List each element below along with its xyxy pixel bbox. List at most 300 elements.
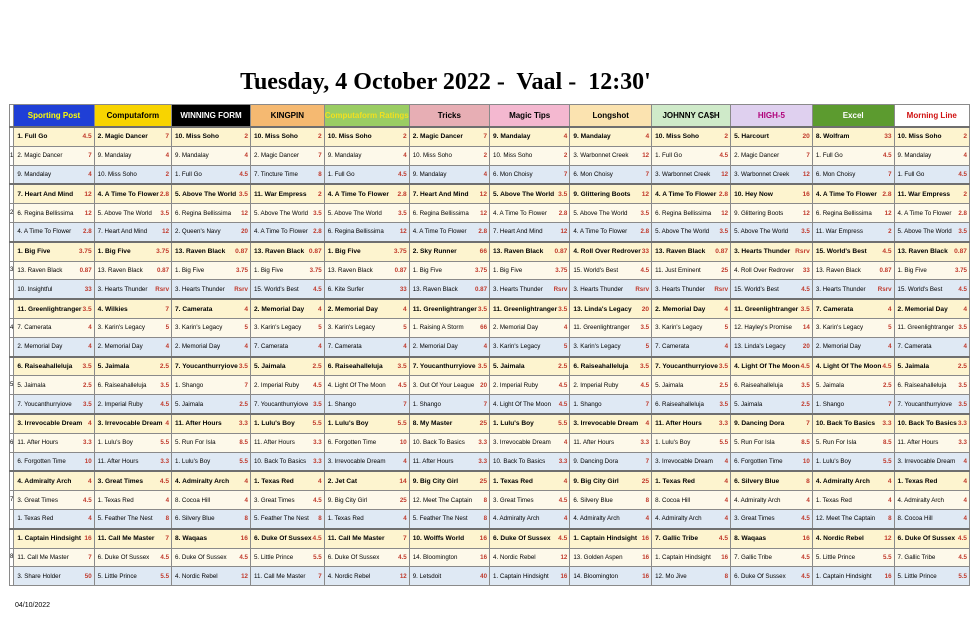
tip-cell bbox=[172, 567, 251, 586]
horse-name: 9. Mandalay bbox=[573, 133, 611, 141]
tip-cell bbox=[731, 146, 813, 165]
odds-value: 8 bbox=[483, 515, 488, 523]
odds-value: 12 bbox=[560, 228, 568, 236]
tip-cell bbox=[250, 165, 324, 184]
tip-cell-content bbox=[410, 382, 489, 389]
odds-value: 4.5 bbox=[640, 266, 650, 274]
tip-cell-content bbox=[652, 324, 730, 331]
tip-cell bbox=[570, 395, 652, 414]
horse-name: 13. Raven Black bbox=[655, 248, 706, 256]
tip-cell-content bbox=[813, 458, 894, 465]
horse-name: 6. Regina Bellissima bbox=[655, 209, 712, 217]
tip-cell bbox=[172, 414, 251, 433]
tip-cell bbox=[894, 127, 969, 146]
horse-name: 7. Camerata bbox=[897, 343, 932, 351]
tip-cell-content bbox=[895, 573, 969, 580]
tip-cell bbox=[172, 548, 251, 567]
odds-value: 2 bbox=[724, 133, 729, 141]
odds-value: 20 bbox=[802, 343, 810, 351]
horse-name: 1. Shango bbox=[412, 400, 441, 408]
odds-value: 4.5 bbox=[800, 362, 810, 370]
tip-cell-content bbox=[325, 248, 409, 255]
odds-value: 4.5 bbox=[640, 381, 650, 389]
horse-name: 8. My Master bbox=[412, 420, 453, 428]
odds-value: 2.8 bbox=[83, 228, 92, 236]
tip-cell-content bbox=[95, 306, 171, 313]
tip-cell bbox=[324, 509, 409, 528]
tip-cell-content bbox=[570, 306, 651, 313]
horse-name: 11. After Hours bbox=[412, 457, 454, 465]
horse-name: 4. Admiralty Arch bbox=[655, 515, 702, 523]
odds-value: 20 bbox=[241, 228, 248, 236]
tip-cell-content bbox=[172, 420, 250, 427]
odds-value: 2.8 bbox=[882, 190, 892, 198]
odds-value: 3.75 bbox=[555, 266, 568, 274]
tip-cell-content bbox=[652, 420, 730, 427]
tip-cell bbox=[652, 299, 731, 318]
horse-name: 8. Waqaas bbox=[175, 535, 208, 543]
tip-cell-content bbox=[14, 535, 93, 542]
horse-name: 1. Full Go bbox=[327, 170, 355, 178]
tip-cell-content bbox=[14, 210, 93, 217]
odds-value: 66 bbox=[479, 248, 488, 256]
odds-value: 4.5 bbox=[718, 535, 729, 543]
odds-value: 25 bbox=[479, 420, 488, 428]
tip-cell-content bbox=[813, 306, 894, 313]
horse-name: 11. After Hours bbox=[897, 439, 939, 447]
tip-cell-content bbox=[813, 515, 894, 522]
horse-name: 1. Full Go bbox=[897, 170, 925, 178]
horse-name: 3. Great Times bbox=[97, 477, 143, 485]
horse-name: 4. Light Of The Moon bbox=[815, 362, 882, 370]
horse-name: 1. Lulu's Boy bbox=[655, 439, 691, 447]
tip-cell-content bbox=[251, 343, 324, 350]
tip-cell-content bbox=[14, 363, 93, 370]
tip-cell-content bbox=[570, 458, 651, 465]
tip-cell-content bbox=[652, 267, 730, 274]
table-row bbox=[10, 280, 970, 299]
odds-value: 4 bbox=[887, 477, 892, 485]
horse-name: 1. Texas Red bbox=[655, 477, 695, 485]
horse-name: 1. Big Five bbox=[412, 266, 442, 274]
tip-cell-content bbox=[14, 401, 93, 408]
odds-value: 2.8 bbox=[478, 228, 488, 236]
horse-name: 3. Irrevocable Dream bbox=[97, 420, 163, 428]
odds-value: Rsrv bbox=[155, 285, 170, 293]
horse-name: 10. Miss Soho bbox=[493, 152, 533, 160]
tip-cell bbox=[94, 299, 171, 318]
tip-cell-content bbox=[95, 573, 171, 580]
tip-cell bbox=[14, 318, 94, 337]
tip-cell-content bbox=[95, 324, 171, 331]
horse-name: 11. Greenlightranger bbox=[573, 324, 630, 332]
tip-cell-content bbox=[95, 497, 171, 504]
horse-name: 7. Youcanthurryiove bbox=[175, 362, 238, 370]
odds-value: 14 bbox=[399, 477, 407, 485]
tip-cell-content bbox=[325, 497, 409, 504]
tip-cell bbox=[894, 184, 969, 203]
odds-value: 3.5 bbox=[477, 305, 488, 313]
tip-cell bbox=[14, 357, 94, 376]
tip-cell bbox=[324, 491, 409, 510]
horse-name: 1. Big Five bbox=[897, 266, 927, 274]
tip-cell-content bbox=[490, 171, 569, 178]
odds-value: 4 bbox=[563, 324, 568, 332]
horse-name: 4. Roll Over Redrover bbox=[734, 266, 794, 274]
tip-cell bbox=[14, 222, 94, 241]
tip-cell bbox=[812, 395, 894, 414]
race-number: 1 bbox=[10, 146, 14, 165]
tip-cell-content bbox=[813, 439, 894, 446]
horse-name: 11. Greenlightranger bbox=[493, 305, 558, 313]
odds-value: 4 bbox=[88, 170, 92, 178]
horse-name: 6. Silvery Blue bbox=[573, 496, 613, 504]
tip-cell-content bbox=[14, 133, 93, 140]
odds-value: 4.5 bbox=[957, 535, 967, 543]
horse-name: 11. After Hours bbox=[573, 439, 615, 447]
tip-cell-content bbox=[325, 228, 409, 235]
odds-value: 3.75 bbox=[235, 266, 248, 274]
odds-value: 2.8 bbox=[159, 190, 170, 198]
horse-name: 9. Dancing Dora bbox=[734, 420, 785, 428]
odds-value: Rsrv bbox=[877, 285, 892, 293]
odds-value: 16 bbox=[641, 535, 650, 543]
tip-cell bbox=[570, 471, 652, 490]
tip-cell-content bbox=[731, 554, 812, 561]
tip-cell-content bbox=[490, 554, 569, 561]
horse-name: 5. Feather The Nest bbox=[97, 515, 153, 523]
tip-cell-content bbox=[731, 478, 812, 485]
tip-cell bbox=[894, 204, 969, 223]
tip-cell bbox=[409, 146, 489, 165]
odds-value: 4 bbox=[724, 515, 729, 523]
odds-value: 12 bbox=[480, 209, 488, 217]
odds-value: 7 bbox=[403, 400, 407, 408]
horse-name: 3. Warbonnet Creek bbox=[655, 170, 711, 178]
tip-cell-content bbox=[652, 228, 730, 235]
tip-cell-content bbox=[652, 248, 730, 255]
horse-name: 3. Irrevocable Dream bbox=[655, 457, 713, 465]
tip-cell bbox=[652, 471, 731, 490]
tip-cell bbox=[172, 395, 251, 414]
horse-name: 8. Cocoa Hill bbox=[897, 515, 933, 523]
horse-name: 3. Irrevocable Dream bbox=[17, 420, 83, 428]
tip-cell-content bbox=[813, 191, 894, 198]
horse-name: 4. A Time To Flower bbox=[327, 190, 389, 198]
tip-cell bbox=[570, 184, 652, 203]
odds-value: 4.5 bbox=[83, 496, 92, 504]
tip-cell-content bbox=[172, 133, 250, 140]
tip-cell bbox=[731, 529, 813, 548]
tip-cell-content bbox=[490, 343, 569, 350]
tip-cell-content bbox=[325, 152, 409, 159]
tips-table bbox=[9, 104, 970, 586]
odds-value: 4 bbox=[963, 343, 967, 351]
horse-name: 11. Greenlightranger bbox=[412, 305, 477, 313]
tip-cell bbox=[409, 318, 489, 337]
tip-cell bbox=[570, 318, 652, 337]
tip-cell bbox=[731, 395, 813, 414]
tip-cell bbox=[324, 165, 409, 184]
tip-cell bbox=[731, 357, 813, 376]
tip-cell bbox=[250, 337, 324, 356]
odds-value: 2.5 bbox=[83, 381, 92, 389]
tip-cell bbox=[250, 452, 324, 471]
tip-cell bbox=[94, 471, 171, 490]
horse-name: 6. Silvery Blue bbox=[734, 477, 780, 485]
odds-value: 10 bbox=[802, 457, 810, 465]
odds-value: 2.8 bbox=[640, 228, 650, 236]
horse-name: 7. Heart And Mind bbox=[97, 228, 148, 236]
horse-name: 11. After Hours bbox=[253, 439, 295, 447]
tip-cell bbox=[490, 318, 570, 337]
horse-name: 9. Mandalay bbox=[17, 170, 52, 178]
tip-cell-content bbox=[731, 535, 812, 542]
horse-name: 1. Big Five bbox=[493, 266, 523, 274]
horse-name: 3. Out Of Your League bbox=[412, 381, 475, 389]
tip-cell bbox=[14, 337, 94, 356]
odds-value: 5 bbox=[318, 324, 322, 332]
horse-name: 1. Captain Hindsight bbox=[493, 572, 549, 580]
horse-name: 9. Letsdoit bbox=[412, 572, 442, 580]
odds-value: 2.5 bbox=[801, 400, 810, 408]
horse-name: 3. Great Times bbox=[253, 496, 295, 504]
odds-value: 4.5 bbox=[801, 285, 810, 293]
odds-value: 16 bbox=[84, 535, 92, 543]
tip-cell bbox=[14, 548, 94, 567]
tip-cell bbox=[652, 337, 731, 356]
horse-name: 11. War Empress bbox=[815, 228, 863, 236]
tip-cell bbox=[94, 280, 171, 299]
odds-value: 20 bbox=[802, 133, 810, 141]
odds-value: 4.5 bbox=[558, 400, 568, 408]
horse-name: 7. Gallic Tribe bbox=[655, 535, 698, 543]
tip-cell-content bbox=[251, 382, 324, 389]
odds-value: 40 bbox=[480, 572, 488, 580]
horse-name: 10. Miss Soho bbox=[897, 133, 942, 141]
odds-value: 5 bbox=[888, 324, 892, 332]
horse-name: 2. Imperial Ruby bbox=[573, 381, 619, 389]
horse-name: 5. Jaimala bbox=[815, 381, 845, 389]
odds-value: 12 bbox=[241, 209, 248, 217]
horse-name: 1. Captain Hindsight bbox=[17, 535, 82, 543]
odds-value: 4.5 bbox=[398, 381, 407, 389]
odds-value: 5.5 bbox=[313, 553, 322, 561]
tip-cell-content bbox=[652, 133, 730, 140]
odds-value: 16 bbox=[642, 553, 650, 561]
tip-cell bbox=[250, 242, 324, 261]
horse-name: 2. Sky Runner bbox=[412, 248, 457, 256]
tip-cell-content bbox=[813, 248, 894, 255]
tip-cell-content bbox=[490, 458, 569, 465]
horse-name: 3. Great Times bbox=[493, 496, 534, 504]
column-header: JOHNNY CA$H bbox=[652, 105, 731, 128]
odds-value: 3.5 bbox=[640, 209, 650, 217]
tip-cell bbox=[324, 261, 409, 280]
tip-cell bbox=[570, 165, 652, 184]
odds-value: 12 bbox=[721, 209, 729, 217]
tip-cell-content bbox=[95, 554, 171, 561]
tip-cell bbox=[570, 357, 652, 376]
horse-name: 5. Above The World bbox=[97, 209, 152, 217]
odds-value: 2.5 bbox=[312, 362, 322, 370]
tip-cell bbox=[14, 299, 94, 318]
tip-cell-content bbox=[251, 497, 324, 504]
tip-cell-content bbox=[14, 515, 93, 522]
tip-cell-content bbox=[813, 286, 894, 293]
odds-value: 4 bbox=[724, 305, 729, 313]
horse-name: 1. Shango bbox=[573, 400, 602, 408]
odds-value: 4 bbox=[963, 477, 967, 485]
tip-cell-content bbox=[14, 228, 93, 235]
tip-cell bbox=[172, 280, 251, 299]
horse-name: 4. Admiralty Arch bbox=[815, 477, 870, 485]
horse-name: 5. Little Prince bbox=[815, 553, 856, 561]
tip-cell-content bbox=[172, 363, 250, 370]
odds-value: 4 bbox=[403, 343, 407, 351]
tip-cell-content bbox=[813, 210, 894, 217]
tip-cell-content bbox=[172, 515, 250, 522]
odds-value: 7 bbox=[806, 420, 810, 428]
tip-cell-content bbox=[652, 210, 730, 217]
odds-value: 4 bbox=[87, 477, 92, 485]
horse-name: 1. Big Five bbox=[253, 266, 284, 274]
odds-value: 16 bbox=[479, 535, 488, 543]
odds-value: 4 bbox=[563, 477, 568, 485]
tip-cell bbox=[490, 165, 570, 184]
horse-name: 7. Youcanthurryiove bbox=[17, 400, 72, 408]
tip-cell bbox=[490, 491, 570, 510]
tip-cell-content bbox=[652, 573, 730, 580]
column-header: WINNING FORM bbox=[172, 105, 251, 128]
tip-cell bbox=[812, 280, 894, 299]
tip-cell bbox=[324, 337, 409, 356]
tip-cell bbox=[172, 261, 251, 280]
odds-value: Rsrv bbox=[795, 248, 810, 256]
horse-name: 9. Mandalay bbox=[897, 152, 932, 160]
horse-name: 3. Great Times bbox=[734, 515, 775, 523]
odds-value: 66 bbox=[480, 324, 488, 332]
tip-cell-content bbox=[251, 439, 324, 446]
tip-cell-content bbox=[895, 267, 969, 274]
tip-cell-content bbox=[172, 554, 250, 561]
tip-cell-content bbox=[813, 171, 894, 178]
tip-cell-content bbox=[172, 324, 250, 331]
horse-name: 2. Memorial Day bbox=[253, 305, 305, 313]
tip-cell-content bbox=[410, 343, 489, 350]
horse-name: 4. Light Of The Moon bbox=[493, 400, 552, 408]
horse-name: 6. Silvery Blue bbox=[175, 515, 215, 523]
tip-cell bbox=[250, 414, 324, 433]
horse-name: 1. Texas Red bbox=[17, 515, 54, 523]
odds-value: 5.5 bbox=[312, 420, 322, 428]
odds-value: Rsrv bbox=[635, 285, 650, 293]
horse-name: 3. Warbonnet Creek bbox=[734, 170, 790, 178]
odds-value: 0.87 bbox=[156, 266, 170, 274]
odds-value: 50 bbox=[84, 572, 92, 580]
odds-value: 5.5 bbox=[239, 457, 248, 465]
tip-cell bbox=[652, 204, 731, 223]
tip-cell bbox=[490, 357, 570, 376]
tip-cell bbox=[812, 165, 894, 184]
tip-cell-content bbox=[410, 420, 489, 427]
horse-name: 3. Karin's Legacy bbox=[175, 324, 223, 332]
tip-cell bbox=[652, 146, 731, 165]
tip-cell bbox=[14, 204, 94, 223]
horse-name: 7. Gallic Tribe bbox=[734, 553, 772, 561]
tip-cell-content bbox=[731, 401, 812, 408]
odds-value: 3.3 bbox=[160, 457, 170, 465]
tip-cell-content bbox=[570, 554, 651, 561]
horse-name: 6. Duke Of Sussex bbox=[97, 553, 150, 561]
tip-cell-content bbox=[731, 152, 812, 159]
tip-cell-content bbox=[652, 535, 730, 542]
odds-value: 3.5 bbox=[477, 362, 488, 370]
tip-cell-content bbox=[895, 535, 969, 542]
tip-cell bbox=[570, 222, 652, 241]
tip-cell-content bbox=[14, 497, 93, 504]
horse-name: 3. Karin's Legacy bbox=[493, 343, 541, 351]
odds-value: 14 bbox=[802, 324, 810, 332]
odds-value: 4 bbox=[318, 477, 322, 485]
tip-cell-content bbox=[14, 458, 93, 465]
odds-value: 7 bbox=[88, 553, 92, 561]
odds-value: 4 bbox=[244, 343, 248, 351]
tip-cell-content bbox=[95, 286, 171, 293]
odds-value: 4 bbox=[645, 420, 650, 428]
tip-cell bbox=[409, 548, 489, 567]
tip-cell bbox=[731, 452, 813, 471]
horse-name: 13. Raven Black bbox=[175, 248, 226, 256]
horse-name: 1. Texas Red bbox=[327, 515, 364, 523]
odds-value: 8 bbox=[318, 515, 322, 523]
tip-cell-content bbox=[95, 228, 171, 235]
tip-cell bbox=[94, 127, 171, 146]
tip-cell bbox=[731, 261, 813, 280]
horse-name: 3. Hearts Thunder bbox=[734, 248, 791, 256]
odds-value: 4 bbox=[563, 515, 568, 523]
odds-value: 8.5 bbox=[239, 439, 248, 447]
tip-cell bbox=[324, 127, 409, 146]
tip-cell bbox=[812, 261, 894, 280]
horse-name: 4. A Time To Flower bbox=[655, 190, 717, 198]
horse-name: 1. Lulu's Boy bbox=[175, 457, 211, 465]
horse-name: 9. Mandalay bbox=[412, 170, 447, 178]
tip-cell-content bbox=[813, 535, 894, 542]
tip-cell bbox=[14, 280, 94, 299]
tip-cell-content bbox=[172, 228, 250, 235]
tip-cell bbox=[409, 184, 489, 203]
horse-name: 7. Youcanthurryiove bbox=[412, 362, 476, 370]
horse-name: 1. Full Go bbox=[815, 152, 843, 160]
odds-value: 2 bbox=[318, 190, 322, 198]
odds-value: 0.87 bbox=[394, 266, 407, 274]
horse-name: 1. Lulu's Boy bbox=[327, 420, 369, 428]
horse-name: 1. Shango bbox=[815, 400, 845, 408]
tip-cell-content bbox=[325, 363, 409, 370]
tip-cell-content bbox=[813, 382, 894, 389]
tip-cell-content bbox=[172, 286, 250, 293]
tip-cell-content bbox=[570, 401, 651, 408]
tip-cell-content bbox=[325, 439, 409, 446]
odds-value: 2.8 bbox=[313, 228, 322, 236]
tip-cell bbox=[324, 548, 409, 567]
horse-name: 4. A Time To Flower bbox=[897, 209, 952, 217]
horse-name: 7. Camerata bbox=[175, 305, 213, 313]
horse-name: 6. Mon Choisy bbox=[815, 170, 856, 178]
horse-name: 4. Admiralty Arch bbox=[493, 515, 540, 523]
odds-value: 5.5 bbox=[397, 420, 407, 428]
